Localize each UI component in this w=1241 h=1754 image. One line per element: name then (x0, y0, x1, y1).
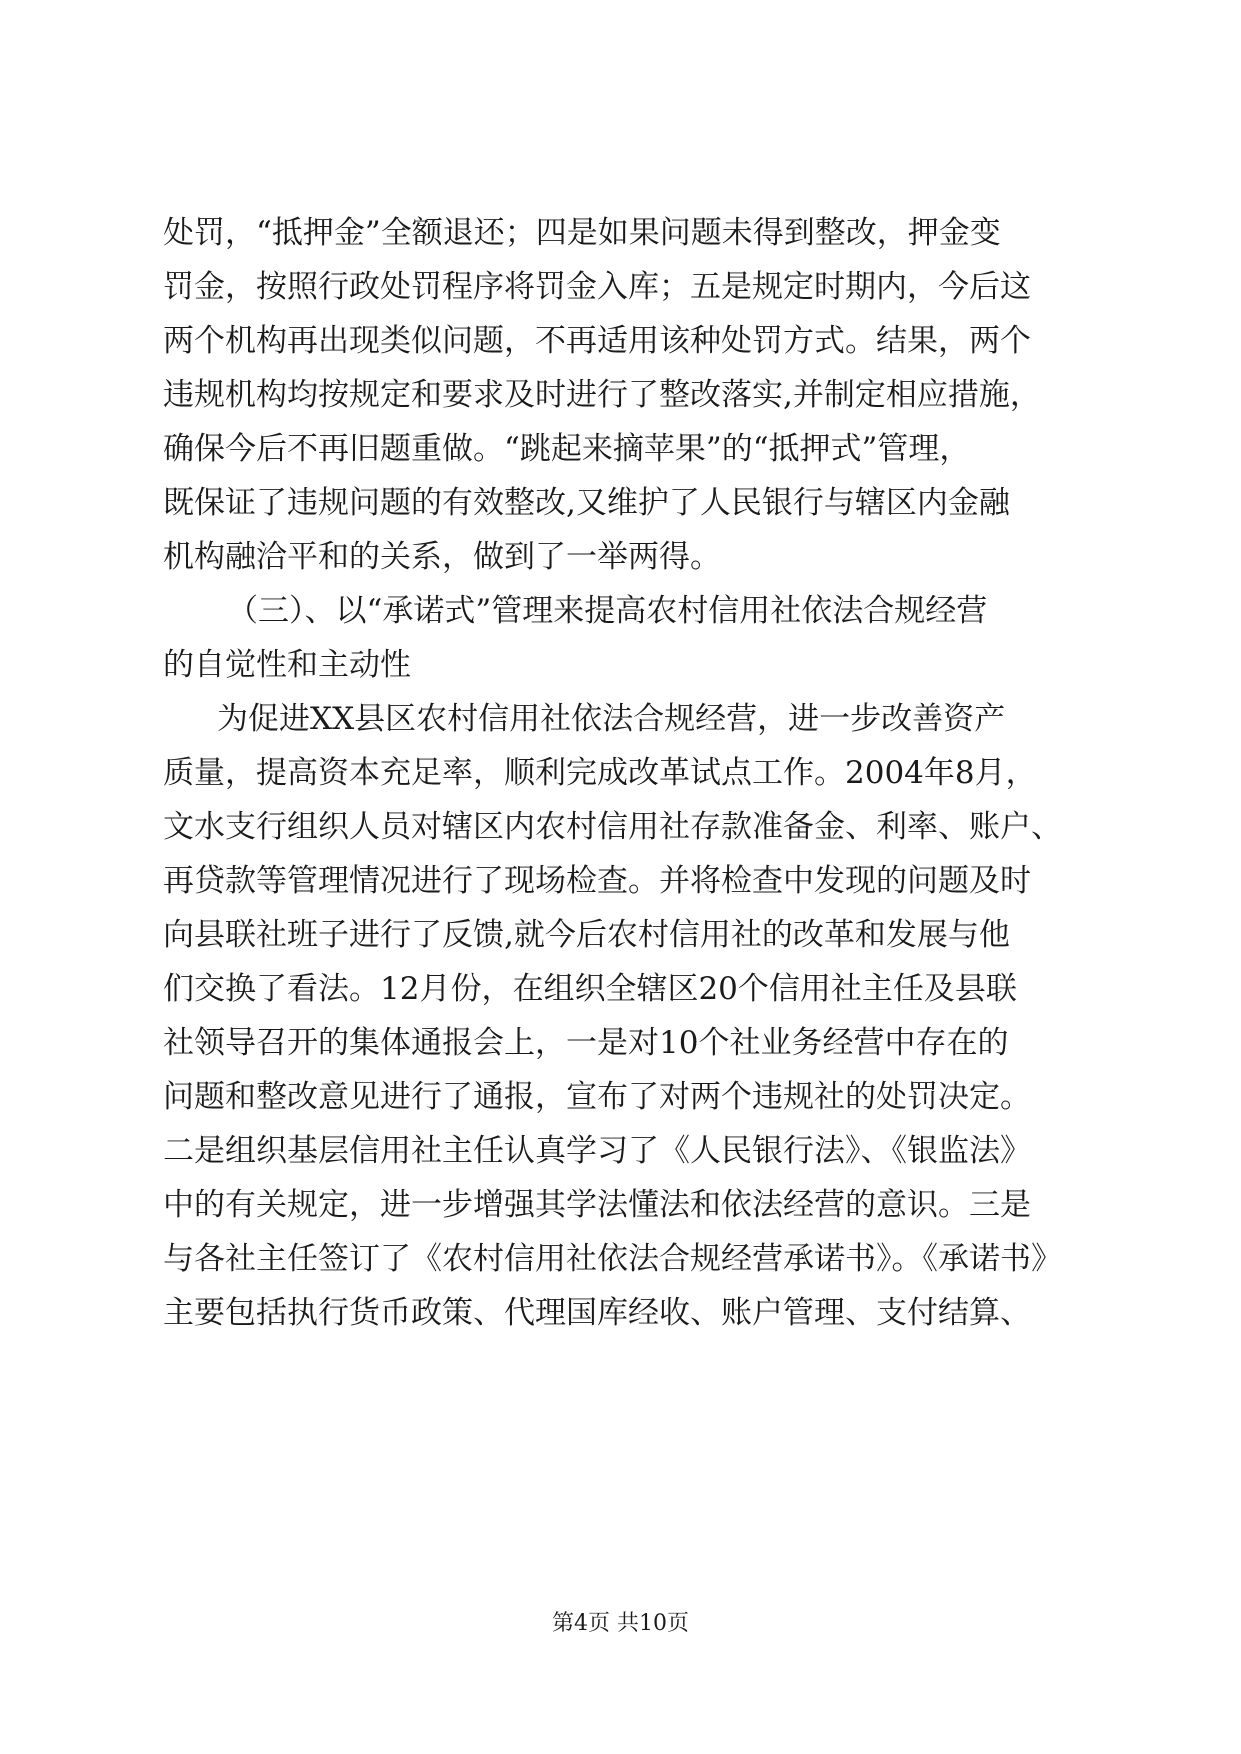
text-line: 既保证了违规问题的有效整改,又维护了人民银行与辖区内金融 (163, 485, 1010, 521)
text-line: 中的有关规定，进一步增强其学法懂法和依法经营的意识。三是 (163, 1187, 1031, 1223)
text-line: 违规机构均按规定和要求及时进行了整改落实,并制定相应措施， (163, 377, 1041, 413)
section-heading-line: 的自觉性和主动性 (163, 647, 411, 683)
text-line: 质量，提高资本充足率，顺利完成改革试点工作。2004年8月， (163, 755, 1037, 791)
text-line: 再贷款等管理情况进行了现场检查。并将检查中发现的问题及时 (163, 863, 1031, 899)
text-line: 文水支行组织人员对辖区内农村信用社存款准备金、利率、账户、 (163, 809, 1062, 845)
text-line: 两个机构再出现类似问题，不再适用该种处罚方式。结果，两个 (163, 323, 1031, 359)
text-line: 们交换了看法。12月份，在组织全辖区20个信用社主任及县联 (163, 971, 1017, 1007)
text-line: 社领导召开的集体通报会上，一是对10个社业务经营中存在的 (163, 1025, 1009, 1061)
section-heading-line: （三）、以“承诺式”管理来提高农村信用社依法合规经营 (227, 593, 988, 629)
text-line: 处罚，“抵押金”全额退还；四是如果问题未得到整改，押金变 (163, 215, 1001, 251)
text-line: 二是组织基层信用社主任认真学习了《人民银行法》、《银监法》 (163, 1133, 1031, 1169)
text-line: 机构融洽平和的关系，做到了一举两得。 (163, 539, 721, 575)
text-line: 与各社主任签订了《农村信用社依法合规经营承诺书》。《承诺书》 (163, 1241, 1062, 1277)
page-footer: 第4页 共10页 (552, 1611, 689, 1636)
text-line: 主要包括执行货币政策、代理国库经收、账户管理、支付结算、 (163, 1295, 1031, 1331)
text-line: 向县联社班子进行了反馈,就今后农村信用社的改革和发展与他 (163, 917, 1010, 953)
text-line: 确保今后不再旧题重做。“跳起来摘苹果”的“抵押式”管理， (163, 431, 971, 467)
text-line: 问题和整改意见进行了通报，宣布了对两个违规社的处罚决定。 (163, 1079, 1031, 1115)
text-line: 为促进XX县区农村信用社依法合规经营，进一步改善资产 (217, 701, 1006, 737)
text-line: 罚金，按照行政处罚程序将罚金入库；五是规定时期内，今后这 (163, 269, 1031, 305)
